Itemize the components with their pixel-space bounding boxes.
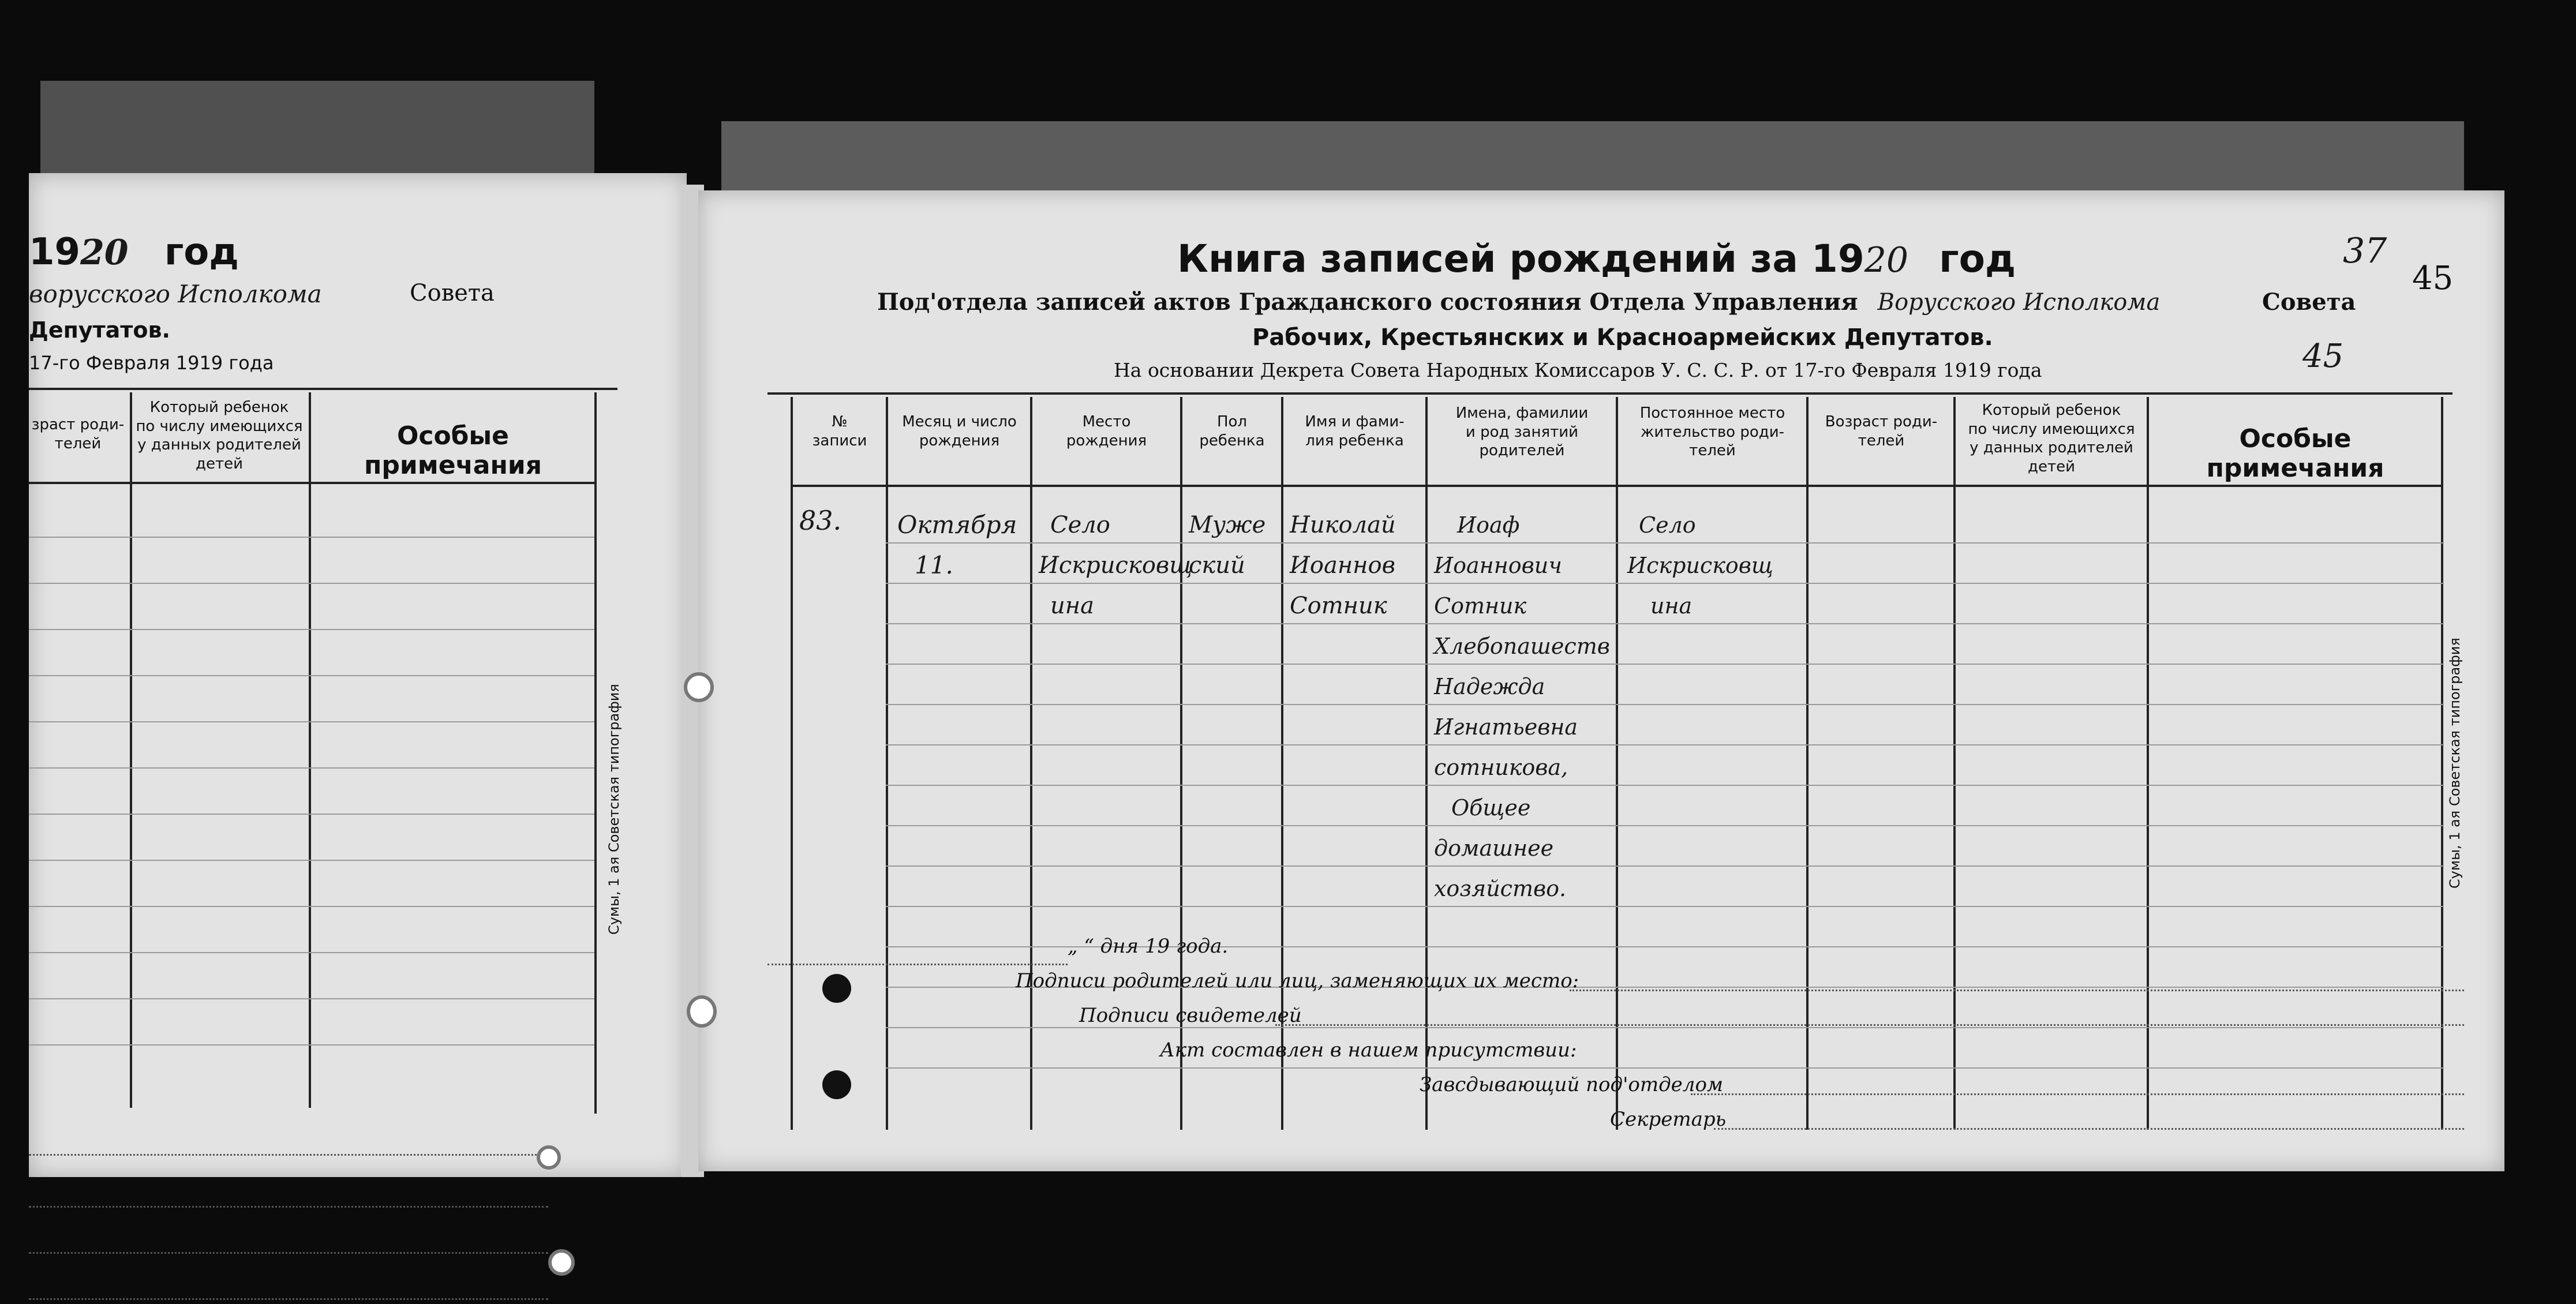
left-footer-line (29, 1206, 548, 1208)
header-name: Имя и фами- лия ребенка (1305, 413, 1405, 449)
punch-hole (822, 1070, 851, 1099)
right-page-printer: Сумы, 1 ая Советская типография (2447, 638, 2463, 889)
left-header-which-child: Который ребенок по числу имеющихся у данных родителей детей (136, 399, 303, 473)
col-line (1425, 397, 1428, 1130)
spine-clip (687, 995, 717, 1028)
left-decree: 17-го Февраля 1919 года (29, 352, 274, 374)
footer-act-made: Акт составлен в нашем присутствии: (1160, 1039, 1577, 1062)
header-age: Возраст роди- телей (1825, 413, 1938, 449)
left-footer-line (29, 1252, 548, 1254)
left-council-line: ворусского Исполкома Совета (29, 280, 495, 308)
left-col2 (309, 392, 311, 1108)
margin-mark: 45 (2302, 338, 2344, 375)
left-row (29, 629, 594, 630)
page-number-hand: 37 (2343, 231, 2387, 271)
entry-day: 11. (915, 551, 953, 579)
left-row (29, 675, 594, 676)
col-line (886, 397, 888, 1130)
col-line (1806, 397, 1809, 1130)
table-row (886, 825, 2444, 826)
header-place: Место рождения (1066, 413, 1147, 449)
left-page (29, 173, 687, 1177)
footer-witnesses-sign: Подписи свидетелей (1079, 1004, 1302, 1027)
left-year: 1920 год (29, 231, 239, 273)
col-line (791, 397, 793, 1130)
table-row (886, 744, 2444, 745)
entry-residence-line: Искрисковщ (1627, 553, 1773, 578)
footer-head-line (1691, 1093, 2464, 1095)
left-row (29, 583, 594, 584)
left-row (29, 767, 594, 769)
entry-sex-line: ский (1189, 552, 1245, 579)
spine-clip (684, 672, 714, 702)
entry-name (1290, 505, 1396, 626)
left-col3 (594, 392, 597, 1114)
table-row (886, 1027, 2444, 1028)
entry-name-line: Иоаннов (1290, 552, 1395, 579)
header-special-notes: Особые примечания (2206, 424, 2384, 483)
left-row (29, 952, 594, 953)
entry-parents-line: Иоаннович (1434, 553, 1562, 578)
header-residence: Постоянное место жительство роди- телей (1639, 404, 1785, 459)
left-row (29, 1044, 594, 1046)
table-row (886, 1067, 2444, 1069)
footer-secretary: Секретарь (1610, 1108, 1727, 1131)
footer-secretary-line (1714, 1128, 2464, 1130)
entry-sex-line: Муже (1189, 512, 1266, 538)
entry-month-day (897, 505, 1017, 586)
entry-residence (1627, 505, 1773, 626)
left-col1 (130, 392, 132, 1108)
entry-name-line: Николай (1290, 512, 1396, 538)
entry-place-line: Искрисковщ (1039, 552, 1193, 579)
entry-parents (1434, 505, 1610, 909)
entry-place-line: ина (1050, 593, 1094, 619)
header-sex: Пол ребенка (1199, 413, 1265, 449)
entry-parents-line: Игнатьевна (1434, 714, 1578, 740)
entry-parents-line: Хлебопашеств (1434, 634, 1610, 659)
subtitle-deputies: Рабочих, Крестьянских и Красноармейских Депутатов. (1252, 324, 1993, 351)
entry-parents-line: Общее (1451, 795, 1531, 820)
left-row (29, 860, 594, 861)
col-line (2147, 397, 2149, 1130)
entry-parents-line: Надежда (1434, 674, 1545, 699)
punch-hole (822, 974, 851, 1003)
entry-parents-line: хозяйство. (1434, 876, 1567, 901)
col-line (1030, 397, 1032, 1130)
left-header-age: зраст роди- телей (31, 416, 125, 452)
col-line (1953, 397, 1956, 1130)
subtitle-line: Под'отдела записей актов Гражданского состояния Отдела Управления Ворусского Исполкома Совета (877, 288, 2356, 316)
left-printer: Сумы, 1 ая Советская типография (606, 684, 622, 935)
footer-parents-sign: Подписи родителей или лиц, заменяющих их место: (1016, 969, 1579, 992)
page-number: 45 (2412, 260, 2454, 297)
left-footer-line (29, 1154, 548, 1156)
book-title: Книга записей рождений за 1920 год (1177, 237, 2016, 281)
left-row (29, 998, 594, 999)
entry-residence-line: Село (1639, 512, 1696, 538)
entry-sex (1189, 505, 1265, 586)
entry-parents-line: домашнее (1434, 835, 1554, 861)
left-binding-ring (548, 1249, 575, 1276)
left-deputies: Депутатов. (29, 317, 170, 343)
decree-line: На основании Декрета Совета Народных Комиссаров У. С. С. Р. от 17-го Февраля 1919 года (1114, 359, 2042, 381)
col-line (1616, 397, 1618, 1130)
left-table-top (29, 388, 617, 390)
entry-parents-line: Иоаф (1457, 512, 1520, 538)
table-top (767, 392, 2453, 395)
header-which-child: Который ребенок по числу имеющихся у данных родителей детей (1968, 402, 2135, 475)
col-line (2441, 397, 2443, 1130)
right-page (698, 190, 2504, 1171)
left-binding-ring (537, 1145, 561, 1170)
background-block-left (40, 81, 594, 185)
header-parents: Имена, фамилии и род занятий родителей (1455, 404, 1589, 459)
left-row (29, 906, 594, 907)
entry-parents-line: Сотник (1434, 593, 1527, 619)
footer-witnesses-line (1275, 1024, 2464, 1026)
left-header-bottom (29, 482, 594, 484)
header-month-day: Месяц и число рождения (902, 413, 1017, 449)
entry-name-line: Сотник (1290, 593, 1387, 619)
table-row (886, 906, 2444, 907)
entry-residence-line: ина (1650, 593, 1693, 619)
entry-place (1039, 505, 1192, 626)
table-row (886, 865, 2444, 867)
table-row (886, 704, 2444, 705)
left-header-special-notes: Особые примечания (364, 421, 542, 480)
footer-date-line: „ “ дня 19 года. (1068, 935, 1229, 958)
left-footer-line (29, 1298, 548, 1300)
left-row (29, 814, 594, 815)
table-row (886, 664, 2444, 665)
footer-head: Завcдывающий под'отделом (1420, 1073, 1724, 1096)
background-block-right (721, 121, 2464, 190)
left-row (29, 537, 594, 538)
footer-dots (767, 964, 1068, 965)
footer-parents-line (1570, 990, 2464, 991)
entry-month: Октября (897, 511, 1017, 539)
entry-place-line: Село (1050, 512, 1110, 538)
entry-number: 83. (799, 505, 842, 536)
header-number: № записи (812, 413, 867, 449)
left-row (29, 721, 594, 722)
entry-parents-line: сотникова, (1434, 755, 1568, 780)
table-row (886, 785, 2444, 786)
